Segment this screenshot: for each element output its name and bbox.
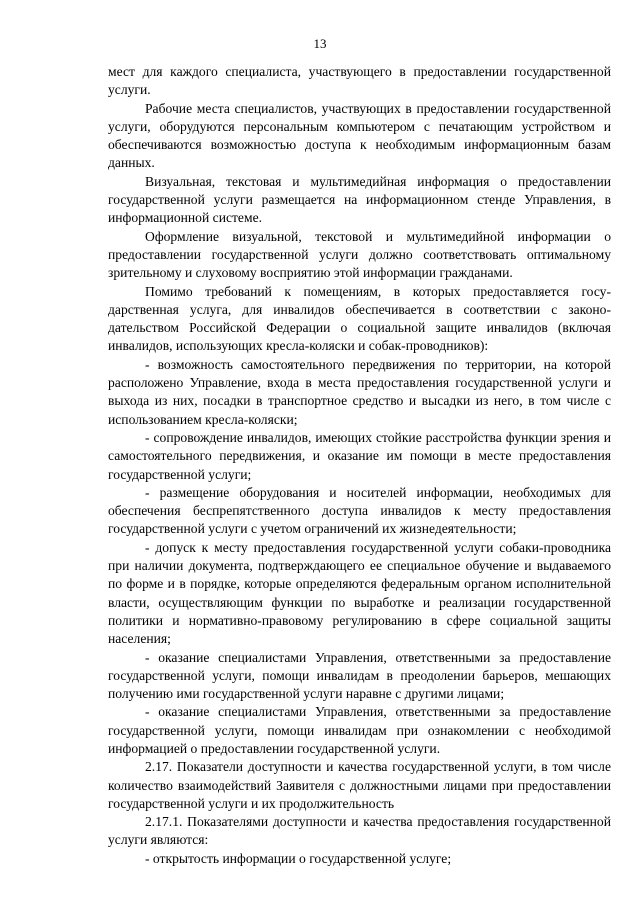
paragraph-info-stand: Визуальная, текстовая и мультимедийная информация о предоставлении государственной услуги размещается на информационном стенде Управления, в информационной системе.	[108, 173, 611, 226]
page-number: 13	[313, 36, 327, 51]
paragraph-disability-requirements: Помимо требований к помещениям, в которых предоставляется государственная услуга, для инвалидов обеспечивается в соответствии с законодательством Российской Федерации о социальной защите инвалидов (включая инвалидов, использующих кресла-коляски и собак-проводников):	[108, 283, 611, 354]
paragraph-info-design: Оформление визуальной, текстовой и мультимедийной информации о предоставлении государственной услуги должно соответствовать оптимальному зрительному и слуховому восприятию этой информации гражданами.	[108, 228, 611, 281]
list-item-movement: - возможность самостоятельного передвижения по территории, на которой расположено Управление, входа в места предоставления государственной услуги и выхода из них, посадки в транспортное средство и высадки из него, в том числе с использованием кресла-коляски;	[108, 356, 611, 427]
paragraph-workplaces: Рабочие места специалистов, участвующих в предоставлении государственной услуги, оборудуются персональным компьютером с печатающим устройством и обеспечиваются возможностью доступа к необходимым информационным базам данных.	[108, 100, 611, 171]
paragraph-continuation: мест для каждого специалиста, участвующего в предоставлении государственной услуги.	[108, 64, 611, 98]
list-item-guide-dog: - допуск к месту предоставления государственной услуги собаки-проводника при наличии документа, подтверждающего ее специальное обучение и выдаваемого по форме и в порядке, которые определяются федеральным органом исполнительной власти, осуществляющим функции по выработке и реализации государственной политики и нормативно-правовому регулированию в сфере социальной защиты населения;	[108, 539, 611, 647]
list-item-info-help: - оказание специалистами Управления, ответственными за предоставление государственной услуги, помощи инвалидам при ознакомлении с необходимой информацией о предоставлении государственной услуги.	[108, 704, 611, 756]
list-item-escort: - сопровождение инвалидов, имеющих стойкие расстройства функции зрения и самостоятельного передвижения, и оказание им помощи в месте предоставления государственной услуги;	[108, 429, 611, 482]
list-item-equipment: - размещение оборудования и носителей информации, необходимых для обеспечения беспрепятственного доступа инвалидов к месту предоставления государственной услуги с учетом ограничений их жизнедеятельности;	[108, 484, 611, 537]
list-item-barrier-help: - оказание специалистами Управления, ответственными за предоставление государственной услуги, помощи инвалидам в преодолении барьеров, мешающих получению ими государственной услуги наравне с другими лицами;	[108, 649, 611, 702]
section-2-17-1: 2.17.1. Показателями доступности и качества предоставления государственной услуги являются:	[108, 814, 611, 848]
section-2-17-heading: 2.17. Показатели доступности и качества государственной услуги, в том числе количество взаимодействий Заявителя с должностными лицами при предоставлении государственной услуги и их продолжительность	[108, 759, 611, 811]
document-body	[108, 63, 611, 868]
list-item-openness: - открытость информации о государственной услуге;	[145, 850, 452, 866]
